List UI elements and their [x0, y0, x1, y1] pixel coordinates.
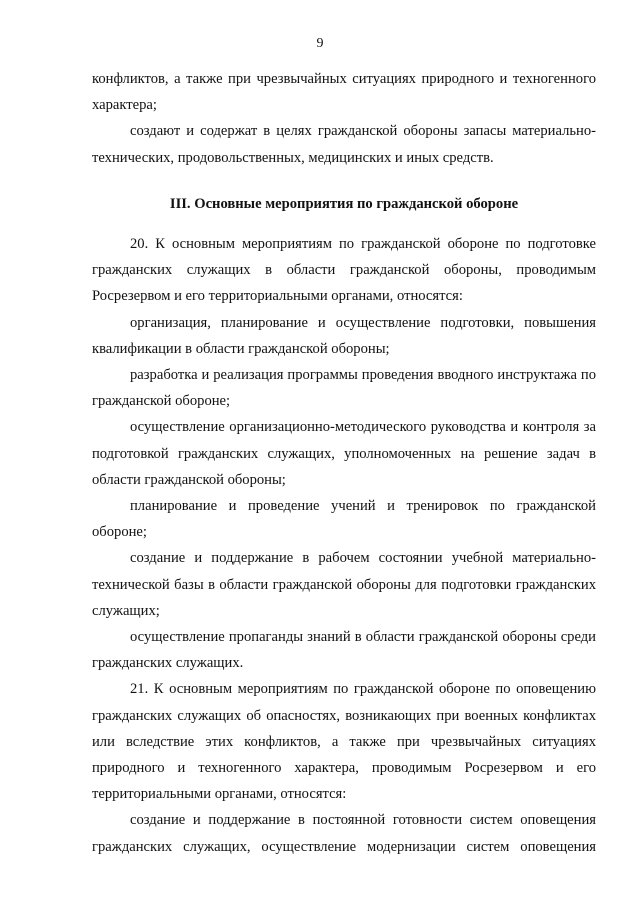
paragraph-item-21: 21. К основным мероприятиям по гражданской обороне по оповещению гражданских служащих об опасностях, возникающих при военных конфликтах или вследствие этих конфликтов, а также при чрезвычайных ситуациях природного и техногенного характера, проводимым Росрезервом и его территориальными органами, относятся: [92, 681, 596, 803]
paragraph-item-20: 20. К основным мероприятиям по гражданской обороне по подготовке гражданских служащих в области гражданской обороны, проводимым Росрезервом и его территориальными органами, относятся: [92, 236, 596, 305]
paragraph-training-organization: организация, планирование и осуществление подготовки, повышения квалификации в области гражданской обороны; [92, 314, 596, 357]
paragraph-warning-systems: создание и поддержание в постоянной готовности систем оповещения гражданских служащих, осуществление модернизации систем оповещения [92, 812, 596, 855]
paragraph-reserves: создают и содержат в целях гражданской обороны запасы материально-технических, продовольственных, медицинских и иных средств. [92, 123, 596, 166]
paragraph-methodical-guidance: осуществление организационно-методического руководства и контроля за подготовкой гражданских служащих, уполномоченных на решение задач в области гражданской обороны; [92, 419, 596, 488]
paragraph-training-base: создание и поддержание в рабочем состоянии учебной материально-технической базы в области гражданской обороны для подготовки гражданских служащих; [92, 550, 596, 619]
document-body [92, 66, 596, 860]
paragraph-induction-program: разработка и реализация программы проведения вводного инструктажа по гражданской обороне; [92, 367, 596, 410]
section-heading: III. Основные мероприятия по гражданской обороне [169, 195, 519, 212]
paragraph-exercises: планирование и проведение учений и тренировок по гражданской обороне; [92, 498, 596, 541]
paragraph-propaganda: осуществление пропаганды знаний в области гражданской обороны среди гражданских служащих. [92, 629, 596, 672]
paragraph-continuation: конфликтов, а также при чрезвычайных ситуациях природного и техногенного характера; [92, 71, 596, 114]
page-number: 9 [316, 36, 324, 51]
